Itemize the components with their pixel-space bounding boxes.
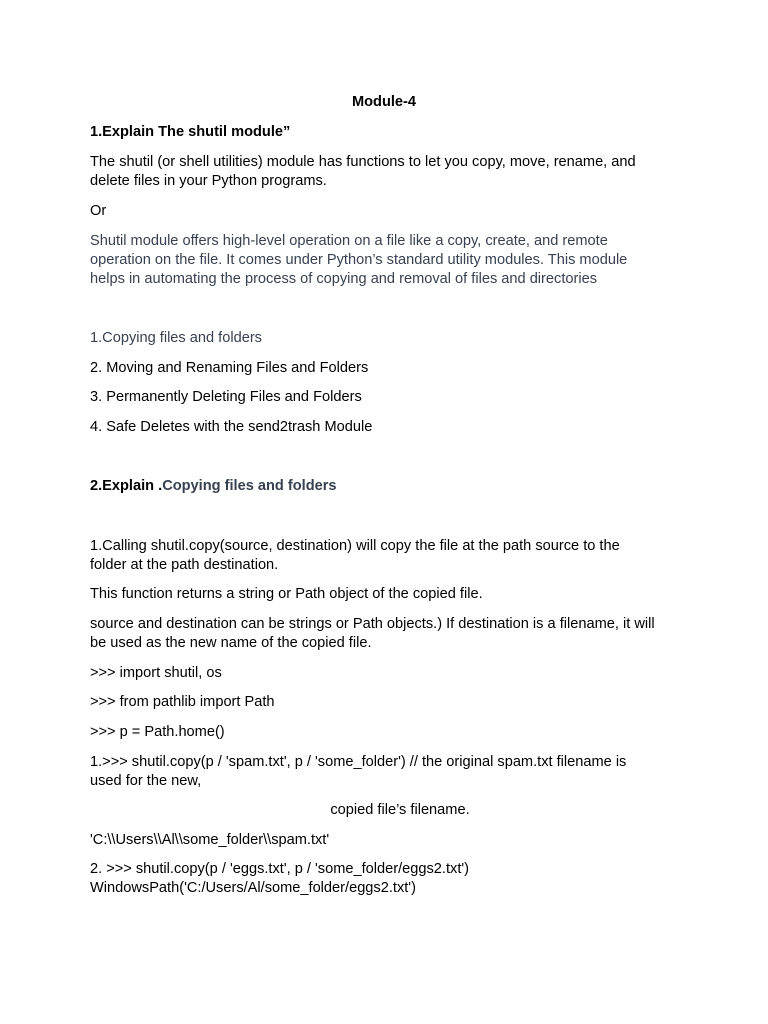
page-title: Module-4 bbox=[351, 94, 417, 110]
question-2-heading-topic: Copying files and folders bbox=[162, 478, 337, 494]
list-item: 1.Copying files and folders bbox=[90, 330, 262, 346]
q1-paragraph-1-line-1: The shutil (or shell utilities) module has functions to let you copy, move, rename, and bbox=[90, 154, 636, 170]
q2-paragraph-1-line-2: folder at the path destination. bbox=[90, 557, 279, 573]
question-2-heading bbox=[90, 477, 690, 496]
q2-paragraph-1-line-1: 1.Calling shutil.copy(source, destination) will copy the file at the path source to the bbox=[90, 538, 620, 554]
example-1-line-1: 1.>>> shutil.copy(p / 'spam.txt', p / 'some_folder') // the original spam.txt filename is bbox=[90, 754, 627, 770]
example-2-line-2: WindowsPath('C:/Users/Al/some_folder/eggs2.txt') bbox=[90, 880, 416, 896]
example-2-line-1: 2. >>> shutil.copy(p / 'eggs.txt', p / 'some_folder/eggs2.txt') bbox=[90, 861, 470, 877]
code-line-path-home: >>> p = Path.home() bbox=[90, 724, 225, 740]
q1-paragraph-1-line-2: delete files in your Python programs. bbox=[90, 173, 327, 189]
q2-paragraph-3-line-1: source and destination can be strings or Path objects.) If destination is a filename, it will bbox=[90, 616, 655, 632]
list-item: 3. Permanently Deleting Files and Folders bbox=[90, 389, 362, 405]
q1-paragraph-2-line-1: Shutil module offers high-level operation on a file like a copy, create, and remote bbox=[90, 233, 608, 249]
question-2-heading-prefix: 2.Explain . bbox=[90, 478, 163, 494]
example-1-result: 'C:\\Users\\Al\\some_folder\\spam.txt' bbox=[90, 832, 330, 848]
code-line-from-import: >>> from pathlib import Path bbox=[90, 694, 275, 710]
q1-paragraph-2-line-3: helps in automating the process of copying and removal of files and directories bbox=[90, 271, 598, 287]
question-1-heading: 1.Explain The shutil module” bbox=[90, 124, 291, 140]
example-1-line-2: used for the new, bbox=[90, 773, 202, 789]
q1-paragraph-2-line-2: operation on the file. It comes under Python’s standard utility modules. This module bbox=[90, 252, 628, 268]
list-item: 4. Safe Deletes with the send2trash Module bbox=[90, 419, 373, 435]
q2-paragraph-2: This function returns a string or Path object of the copied file. bbox=[90, 586, 483, 602]
example-1-line-3: copied file’s filename. bbox=[330, 802, 470, 818]
q2-paragraph-3-line-2: be used as the new name of the copied file. bbox=[90, 635, 372, 651]
code-line-import: >>> import shutil, os bbox=[90, 665, 222, 681]
or-separator: Or bbox=[90, 203, 107, 219]
list-item: 2. Moving and Renaming Files and Folders bbox=[90, 360, 369, 376]
